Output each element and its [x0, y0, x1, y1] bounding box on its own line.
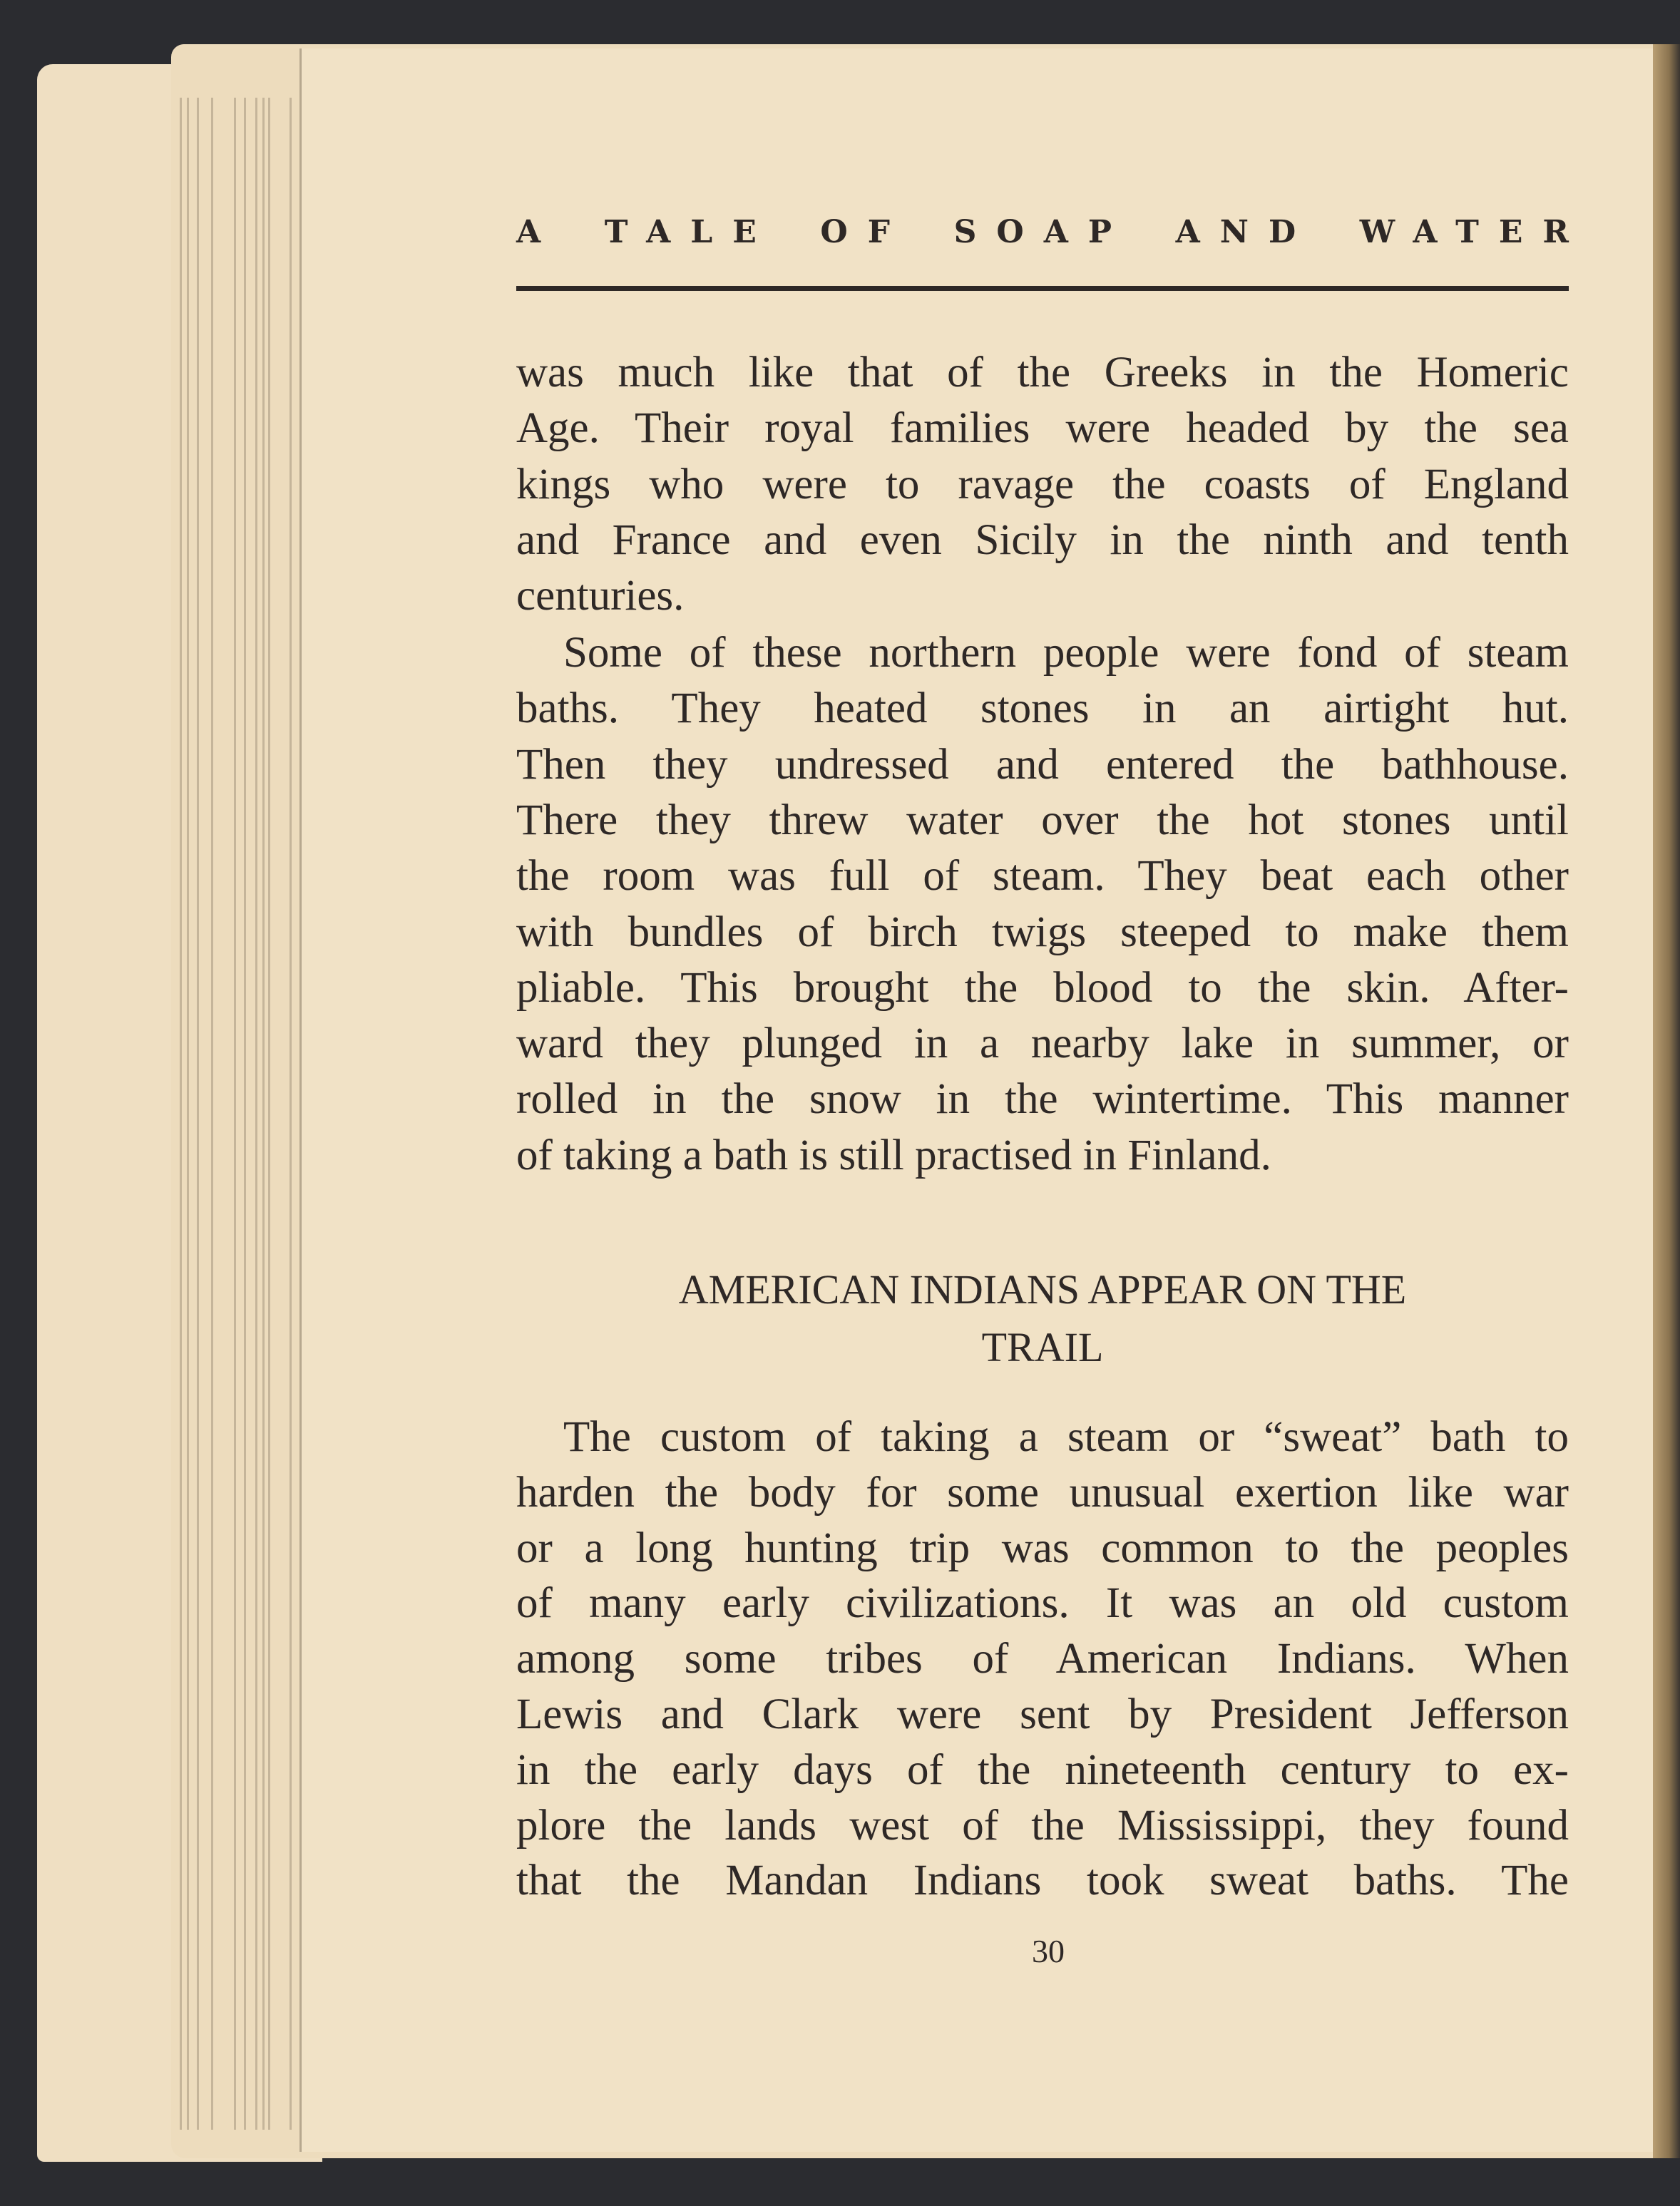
text-line: and France and even Sicily in the ninth and tenth — [516, 515, 1569, 564]
text-line: pliable. This brought the blood to the skin. After- — [516, 963, 1569, 1012]
text-line: of taking a bath is still practised in Finland. — [516, 1131, 1271, 1179]
text-line: harden the body for some unusual exertion like war — [516, 1468, 1569, 1517]
text-line: Lewis and Clark were sent by President Jefferson — [516, 1691, 1569, 1738]
text-line: of many early civilizations. It was an old custom — [516, 1579, 1569, 1628]
text-line: There they threw water over the hot stones until — [516, 796, 1569, 844]
text-line: that the Mandan Indians took sweat baths. The — [516, 1857, 1569, 1905]
book-spine-shadow — [1653, 44, 1680, 2158]
section-heading-line1: AMERICAN INDIANS APPEAR ON THE — [678, 1266, 1407, 1313]
header-word: OF — [820, 214, 910, 250]
text-line: Some of these northern people were fond of steam — [563, 629, 1569, 677]
text-line: ward they plunged in a nearby lake in summer, or — [516, 1020, 1569, 1068]
text-line: was much like that of the Greeks in the Homeric — [516, 349, 1569, 396]
text-line: or a long hunting trip was common to the peoples — [516, 1524, 1569, 1572]
header-rule — [516, 286, 1569, 291]
running-header — [516, 214, 1589, 250]
header-word: TALE — [604, 214, 777, 250]
page-number: 30 — [1032, 1933, 1065, 1969]
text-line: with bundles of birch twigs steeped to make them — [516, 908, 1569, 956]
text-line: rolled in the snow in the wintertime. This manner — [516, 1075, 1569, 1124]
text-line: Age. Their royal families were headed by the sea — [516, 404, 1569, 453]
text-line: Then they undressed and entered the bathhouse. — [516, 740, 1569, 789]
text-line: plore the lands west of the Mississippi, they found — [516, 1801, 1569, 1850]
text-line: in the early days of the nineteenth century to ex- — [516, 1745, 1569, 1794]
header-word: SOAP — [953, 214, 1132, 250]
text-line: The custom of taking a steam or “sweat” bath to — [563, 1413, 1569, 1461]
text-line: centuries. — [516, 572, 685, 620]
text-line: baths. They heated stones in an airtight hut. — [516, 684, 1569, 733]
text-line: kings who were to ravage the coasts of England — [516, 460, 1569, 508]
text-line: among some tribes of American Indians. When — [516, 1635, 1569, 1683]
header-word: WATER — [1359, 214, 1589, 250]
header-word: A — [516, 214, 561, 250]
text-line: the room was full of steam. They beat each other — [516, 852, 1569, 901]
header-word: AND — [1175, 214, 1316, 250]
section-heading-line2: TRAIL — [981, 1324, 1104, 1370]
